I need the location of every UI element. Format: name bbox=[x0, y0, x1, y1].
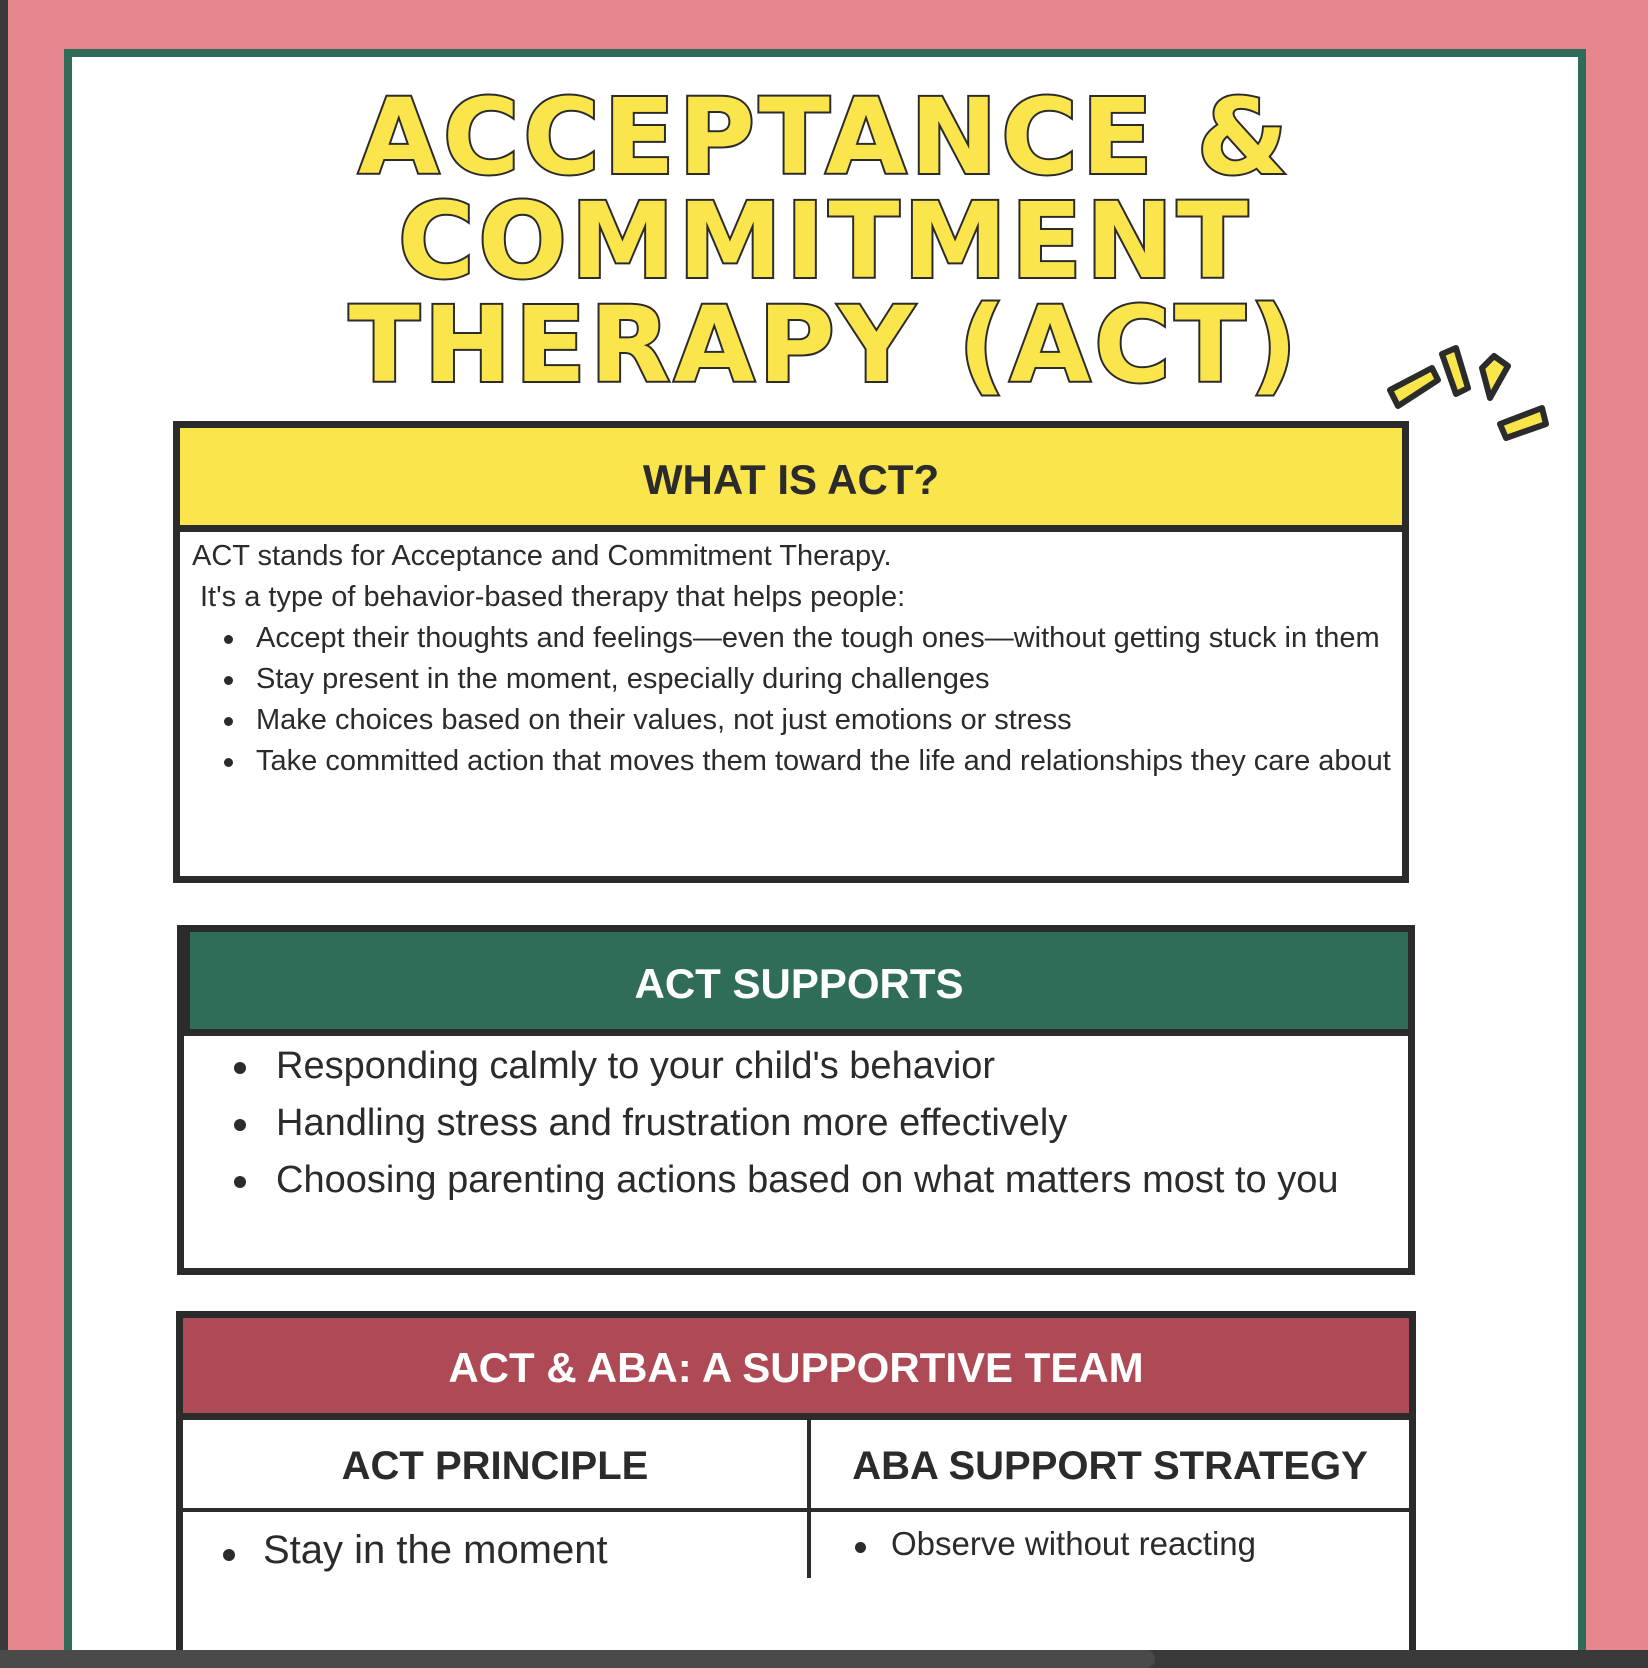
table-cell bbox=[183, 1512, 811, 1578]
what-is-act-section bbox=[173, 421, 1409, 883]
act-aba-section bbox=[176, 1311, 1416, 1668]
act-supports-heading: ACT SUPPORTS bbox=[184, 932, 1408, 1036]
list-item: Stay in the moment bbox=[183, 1522, 807, 1578]
burst-decoration-icon bbox=[1382, 332, 1562, 462]
horizontal-scrollbar[interactable] bbox=[0, 1650, 1648, 1668]
what-is-act-list bbox=[192, 618, 1402, 782]
window-edge bbox=[0, 0, 8, 1668]
act-supports-list bbox=[234, 1038, 1408, 1209]
what-is-act-intro-1: ACT stands for Acceptance and Commitment Therapy. bbox=[192, 540, 892, 572]
table-cell bbox=[811, 1512, 1409, 1578]
column-header-act-principle: ACT PRINCIPLE bbox=[183, 1420, 811, 1512]
title-line-3: THERAPY (ACT) bbox=[348, 284, 1302, 406]
what-is-act-body bbox=[180, 532, 1402, 782]
column-header-aba-strategy: ABA SUPPORT STRATEGY bbox=[811, 1420, 1409, 1512]
page-title bbox=[72, 76, 1578, 406]
list-item: Take committed action that moves them toward the life and relationships they care about bbox=[216, 741, 1402, 782]
act-supports-section bbox=[177, 925, 1415, 1275]
title-line-2: COMMITMENT bbox=[398, 180, 1252, 302]
list-item: Responding calmly to your child's behavior bbox=[234, 1038, 1408, 1095]
act-aba-table bbox=[183, 1420, 1409, 1578]
act-supports-body bbox=[184, 1036, 1408, 1209]
list-item: Make choices based on their values, not just emotions or stress bbox=[216, 700, 1402, 741]
list-item: Choosing parenting actions based on what matters most to you bbox=[234, 1152, 1408, 1209]
what-is-act-intro-2: It's a type of behavior-based therapy that helps people: bbox=[200, 581, 906, 613]
what-is-act-heading: WHAT IS ACT? bbox=[180, 428, 1402, 532]
document-page bbox=[64, 49, 1586, 1668]
title-line-1: ACCEPTANCE & bbox=[358, 76, 1292, 198]
act-aba-heading: ACT & ABA: A SUPPORTIVE TEAM bbox=[183, 1318, 1409, 1420]
list-item: Observe without reacting bbox=[811, 1522, 1409, 1566]
list-item: Stay present in the moment, especially during challenges bbox=[216, 659, 1402, 700]
list-item: Handling stress and frustration more effectively bbox=[234, 1095, 1408, 1152]
scrollbar-thumb[interactable] bbox=[0, 1650, 1155, 1668]
list-item: Accept their thoughts and feelings—even the tough ones—without getting stuck in them bbox=[216, 618, 1402, 659]
